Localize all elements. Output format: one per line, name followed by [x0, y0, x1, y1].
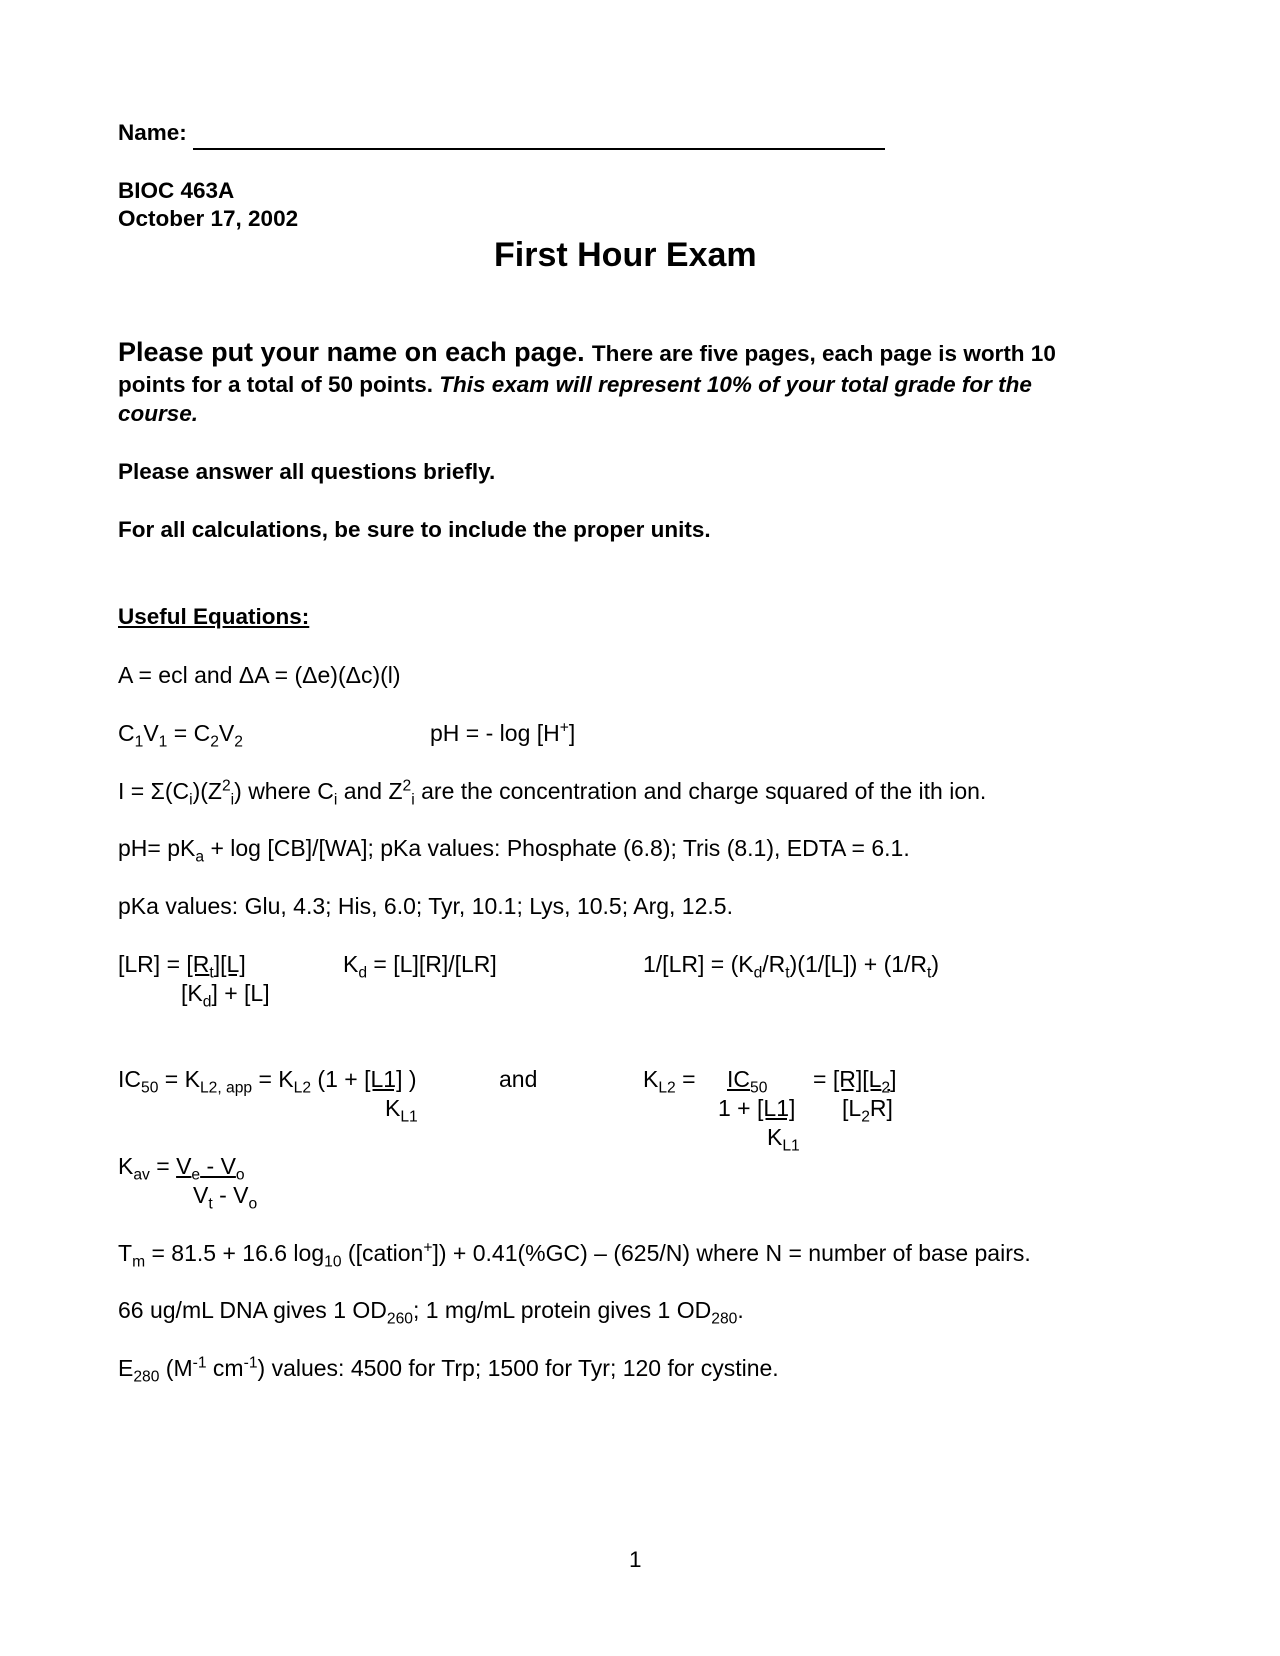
course-code: BIOC 463A: [118, 178, 235, 203]
od-eq: 66 ug/mL DNA gives 1 $OD_{260}$; 1 mg/mL protein gives 1 $OD_{280}$.: [118, 1297, 744, 1328]
instruction-lead-text: Please put your name on each page.: [118, 337, 585, 367]
ionic-strength-eq: $I = \Sigma(C_i)(Z^2_i)$ where $C_i$ and $Z^2_i$ are the concentration and charge squared of the ith ion.: [118, 777, 987, 809]
kl2-right-denominator: $[L_2R]$: [842, 1095, 893, 1126]
kl2-eq: $K_{L2}$ =: [643, 1066, 696, 1097]
ic50-eq: $IC_{50} = K_{L2, app} = K_{L2}$ (1 + [L1] ): [118, 1066, 417, 1097]
ic50-eq-denominator: $K_{L1}$: [385, 1095, 418, 1126]
name-underline[interactable]: [193, 148, 885, 150]
kl2-numerator: $IC_{50}$: [727, 1066, 768, 1097]
grade-text: This exam will represent 10% of your total grade for the: [439, 372, 1032, 397]
instruction-lead: [118, 337, 1056, 368]
kav-eq-denominator: $V_t - V_o$: [193, 1182, 258, 1213]
pages-text: There are five pages, each page is worth 10: [591, 341, 1056, 366]
name-label: Name:: [118, 120, 187, 145]
henderson-hasselbalch-eq: $pH= pK_a + \log [CB]/[WA]$; pKa values: Phosphate (6.8); Tris (8.1), EDTA = 6.1.: [118, 835, 910, 866]
kl2-subdenominator: $K_{L1}$: [767, 1124, 800, 1155]
kl2-right-numerator: = $[R][L_2]$: [813, 1066, 897, 1097]
tm-eq: $T_m = 81.5 + 16.6$ $\log_{10}$ ([cation+]) + 0.41(%GC) – (625/N) where N = number of base pairs.: [118, 1239, 1031, 1271]
e280-eq: $E_{280}$ ($M^{-1}$ $cm^{-1}$) values: 4500 for Trp; 1500 for Tyr; 120 for cystine.: [118, 1354, 779, 1386]
equations-heading: Useful Equations:: [118, 604, 310, 629]
beer-lambert-eq: A = ecl and ΔA = (Δe)(Δc)(l): [118, 662, 401, 688]
dilution-eq: $C_1V_1 = C_2V_2$: [118, 720, 243, 751]
amino-acid-pka: pKa values: Glu, 4.3; His, 6.0; Tyr, 10.1; Lys, 10.5; Arg, 12.5.: [118, 893, 733, 919]
and-word: and: [499, 1066, 538, 1092]
exam-date: October 17, 2002: [118, 206, 299, 231]
kl2-denominator: 1 + [L1]: [718, 1095, 796, 1121]
kd-eq: $K_d = [L][R]/[LR]$: [343, 951, 497, 982]
kav-eq: $K_{av} = V_e - V_o$: [118, 1153, 245, 1184]
ph-eq: pH = - log [H+]: [430, 719, 576, 746]
lr-eq-denominator: $[K_d] + [L]$: [181, 980, 270, 1011]
page-number: 1: [629, 1547, 642, 1572]
page-title: First Hour Exam: [494, 236, 757, 274]
double-reciprocal-eq: $1/[LR] = (K_d/R_t)(1/[L]) + (1/R_t)$: [643, 951, 940, 982]
points-text: points for a total of 50 points.: [118, 372, 433, 397]
points-line: [118, 372, 1032, 398]
units-instruction: For all calculations, be sure to include the proper units.: [118, 517, 711, 542]
lr-eq-numerator: $[LR] = [R_t][L]$: [118, 951, 246, 982]
answer-briefly: Please answer all questions briefly.: [118, 459, 496, 484]
grade-text-cont: course.: [118, 401, 199, 426]
